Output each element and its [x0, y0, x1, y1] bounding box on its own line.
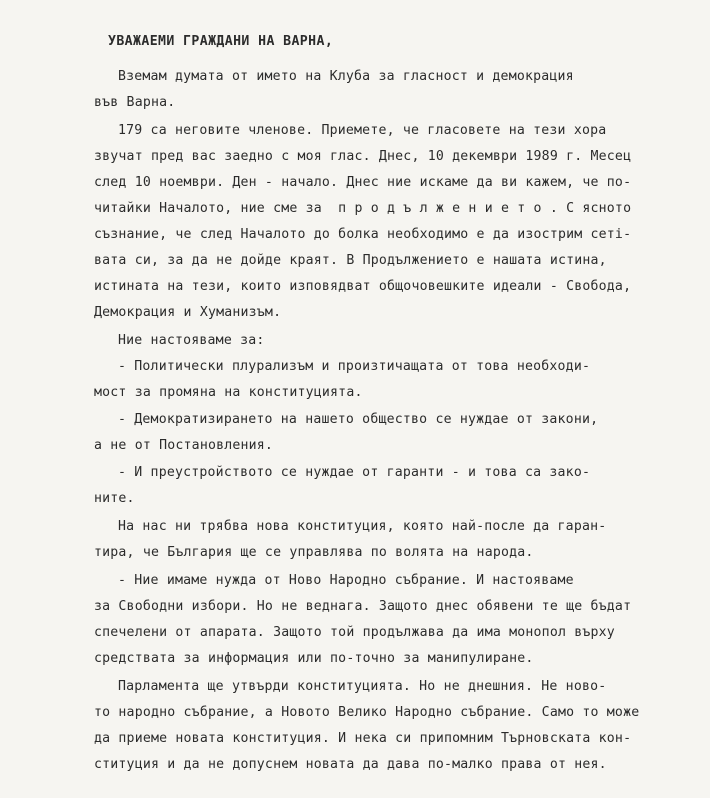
text-line: Демокрация и Хуманизъм.: [94, 305, 282, 320]
text-line: Парламента ще утвърди конституцията. Но не днешния. Не ново-: [118, 679, 607, 694]
text-line: - Политически плурализъм и произтичащата от това необходи-: [118, 359, 591, 374]
text-line: то народно събрание, а Новото Велико Народно събрание. Само то може: [94, 705, 640, 720]
text-line: съзнание, че след Началото до болка необходимо е да изострим сетi-: [94, 227, 632, 242]
text-line: - Демократизирането на нашето общество се нуждае от закони,: [118, 412, 599, 427]
text-line: Вземам думата от името на Клуба за гласност и демокрация: [118, 69, 574, 84]
text-line: вата си, за да не дойде краят. В Продължението е нашата истина,: [94, 253, 607, 268]
text-line: истината на тези, които изповядват общочовешките идеали - Свобода,: [94, 279, 632, 294]
text-line: спечелени от апарата. Защото той продължава да има монопол върху: [94, 625, 615, 640]
document-title: УВАЖАЕМИ ГРАЖДАНИ НА ВАРНА,: [108, 34, 334, 49]
text-line: във Варна.: [94, 95, 176, 110]
text-line: а не от Постановления.: [94, 438, 274, 453]
text-line: 179 са неговите членове. Приемете, че гласовете на тези хора: [118, 123, 607, 138]
text-line: звучат пред вас заедно с моя глас. Днес, 10 декември 1989 г. Месец: [94, 149, 632, 164]
text-line: мост за промяна на конституцията.: [94, 385, 363, 400]
text-line: Ние настояваме за:: [118, 333, 265, 348]
text-line: да приеме новата конституция. И нека си припомним Търновската кон-: [94, 731, 632, 746]
text-line: ституция и да не допуснем новата да дава по-малко права от нея.: [94, 757, 607, 772]
text-line: - И преустройството се нуждае от гаранти - и това са зако-: [118, 465, 591, 480]
text-line: На нас ни трябва нова конституция, която най-после да гаран-: [118, 519, 607, 534]
text-line: средствата за информация или по-точно за манипулиране.: [94, 651, 534, 666]
text-line: ните.: [94, 491, 135, 506]
text-line: тира, че България ще се управлява по волята на народа.: [94, 545, 534, 560]
text-line: за Свободни избори. Но не веднага. Защото днес обявени те ще бъдат: [94, 599, 632, 614]
text-line: - Ние имаме нужда от Ново Народно събрание. И настояваме: [118, 573, 574, 588]
text-line: след 10 ноември. Ден - начало. Днес ние искаме да ви кажем, че по-: [94, 175, 632, 190]
text-line: читайки Началото, ние сме за п р о д ъ л ж е н и е т о . С ясното: [94, 201, 632, 216]
